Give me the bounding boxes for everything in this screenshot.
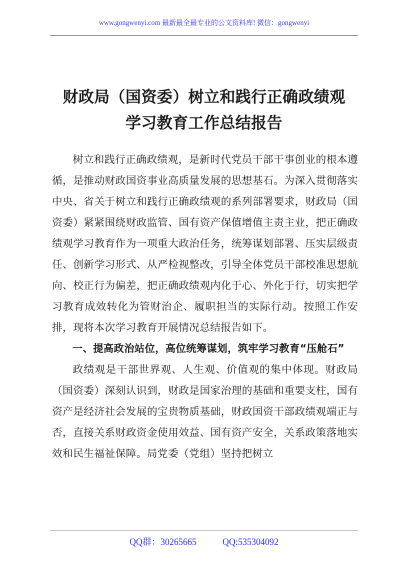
header-divider xyxy=(50,35,358,36)
document-body xyxy=(52,150,358,465)
intro-paragraph: 树立和践行正确政绩观，是新时代党员干部干事创业的根本遵循，是推动财政国资事业高质量发展的思想基石。为深入贯彻落实中央、省关于树立和践行正确政绩观的系列部署要求，财政局（国资委）紧紧围绕财政监管、国有资产保值增值主责主业，把正确政绩观学习教育作为一项重大政治任务，统筹谋划部署、压实层级责任、创新学习形式、从严检视整改，引导全体党员干部校准思想航向、校正行为偏差，把正确政绩观内化于心、外化于行，切实把学习教育成效转化为管财治企、履职担当的实际行动。按照工作安排，现将本次学习教育开展情况总结报告如下。 xyxy=(52,154,358,334)
title-line-1: 财政局（国资委）树立和践行正确政绩观 xyxy=(62,88,346,106)
page-header: www.gongwenyi.com 最新最全最专业的公文资料库! 微信：gongwenyi xyxy=(98,19,310,27)
section-1-paragraph: 政绩观是干部世界观、人生观、价值观的集中体现。财政局（国资委）深刻认识到，财政是国家治理的基础和重要支柱，国有资产是经济社会发展的宝贵物质基础，财政国资干部政绩观端正与否，直接关系财政资金使用效益、国有资产安全，关系政策落地实效和民生福祉保障。局党委（党组）坚持把树立 xyxy=(52,364,358,460)
title-line-2: 学习教育工作总结报告 xyxy=(125,114,283,132)
section-1-heading: 一、提高政治站位，高位统筹谋划，筑牢学习教育“压舱石” xyxy=(72,344,345,355)
footer-divider xyxy=(50,530,358,531)
document-title xyxy=(40,84,368,136)
footer-qq: QQ:535304092 xyxy=(222,537,279,547)
footer-qq-group: QQ群：30265665 xyxy=(129,537,197,547)
page-footer xyxy=(0,535,408,548)
